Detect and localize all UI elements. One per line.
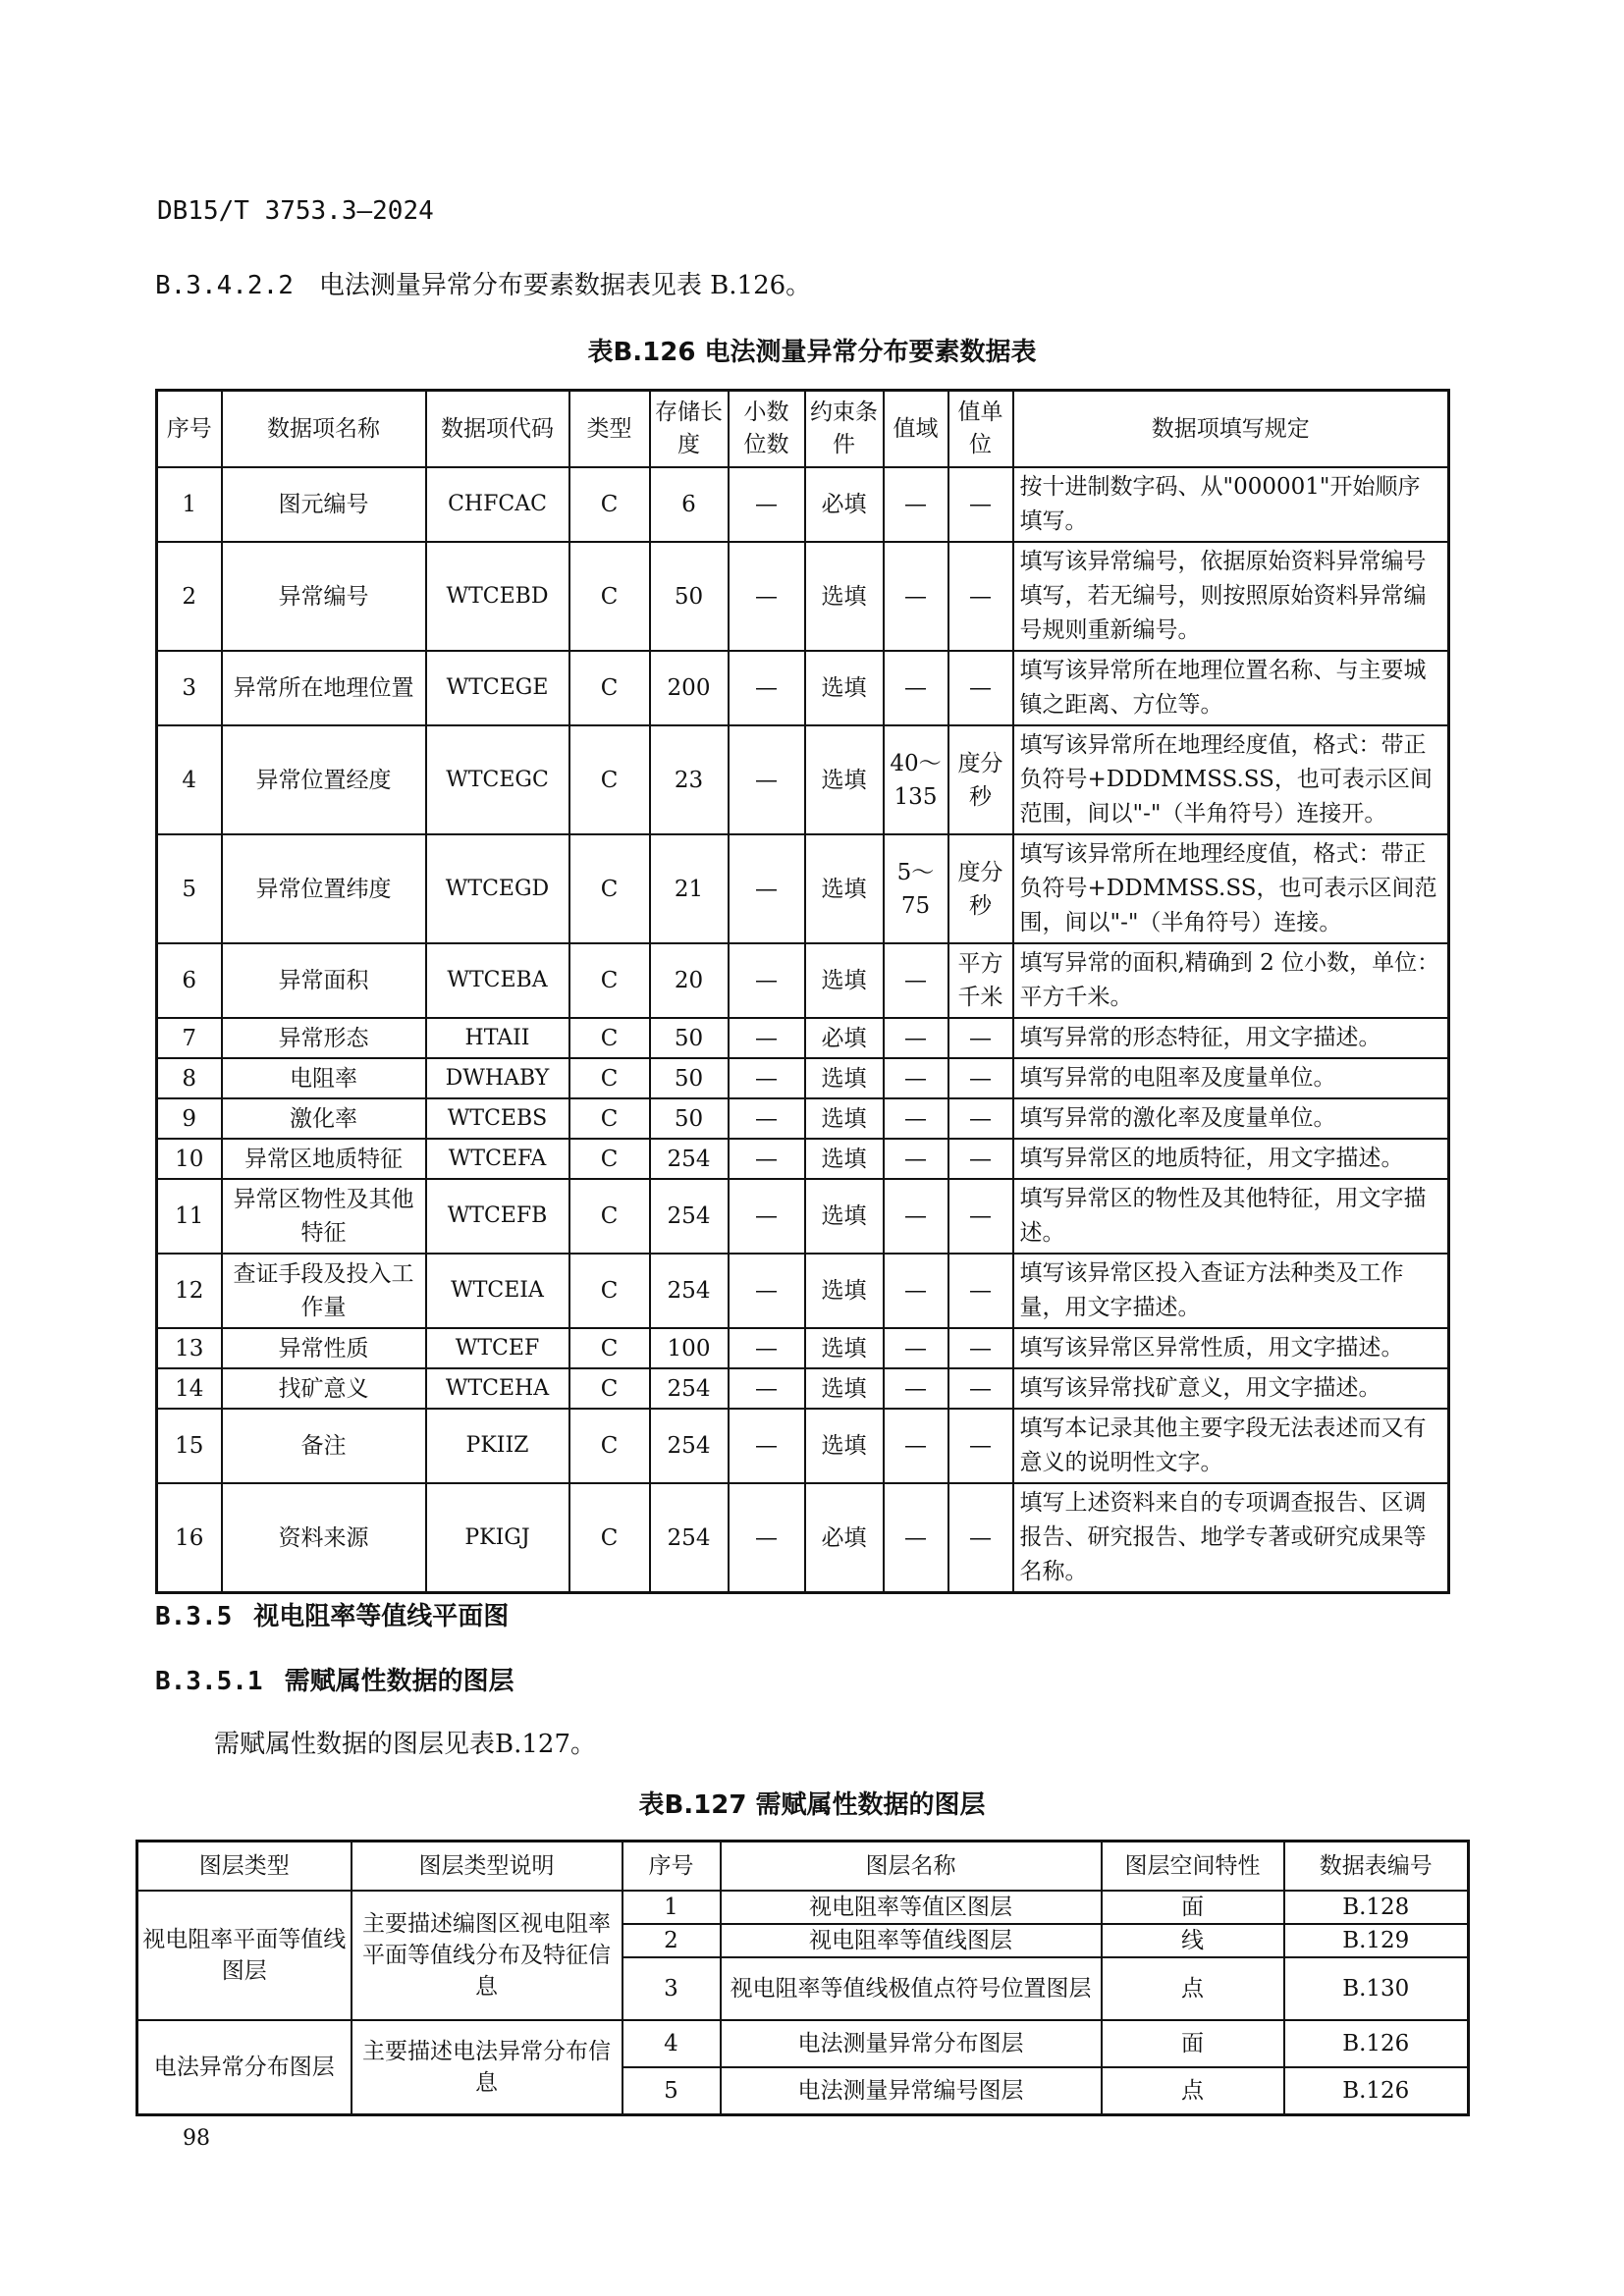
- cell-unit: —: [948, 1483, 1013, 1593]
- cell-name: 异常编号: [222, 542, 426, 651]
- cell-name: 异常性质: [222, 1328, 426, 1368]
- cell-rule: 填写该异常编号，依据原始资料异常编号填写，若无编号，则按照原始资料异常编号规则重新编号。: [1013, 542, 1449, 651]
- cell-layer-name: 视电阻率等值区图层: [721, 1891, 1102, 1924]
- cell-constraint: 必填: [805, 467, 884, 542]
- cell-rule: 填写上述资料来自的专项调查报告、区调报告、研究报告、地学专著或研究成果等名称。: [1013, 1483, 1449, 1593]
- cell-rule: 填写该异常区投入查证方法种类及工作量，用文字描述。: [1013, 1254, 1449, 1328]
- cell-type: C: [569, 1179, 650, 1254]
- clause-text: 电法测量异常分布要素数据表见表 B.126。: [318, 271, 812, 300]
- cell-spatial: 线: [1102, 1924, 1284, 1957]
- cell-layer-name: 视电阻率等值线极值点符号位置图层: [721, 1957, 1102, 2020]
- cell-unit: —: [948, 1018, 1013, 1058]
- section-title: 视电阻率等值线平面图: [253, 1602, 510, 1631]
- table-row: [137, 1891, 1469, 1924]
- cell-code: WTCEGE: [426, 651, 569, 725]
- cell-rule: 填写异常区的物性及其他特征，用文字描述。: [1013, 1179, 1449, 1254]
- cell-type: C: [569, 725, 650, 834]
- col-header-domain: 值域: [884, 391, 948, 468]
- cell-decimals: —: [729, 1254, 805, 1328]
- cell-type: C: [569, 1254, 650, 1328]
- col-header-spatial: 图层空间特性: [1102, 1842, 1284, 1892]
- cell-domain: —: [884, 1179, 948, 1254]
- cell-domain: —: [884, 1409, 948, 1483]
- cell-rule: 填写该异常区异常性质，用文字描述。: [1013, 1328, 1449, 1368]
- col-header-layer-desc: 图层类型说明: [352, 1842, 623, 1892]
- cell-name: 备注: [222, 1409, 426, 1483]
- cell-length: 50: [650, 1098, 729, 1139]
- table-row: [157, 834, 1449, 943]
- cell-unit: —: [948, 1409, 1013, 1483]
- cell-table-no: B.126: [1284, 2020, 1469, 2067]
- table-row: [157, 1058, 1449, 1098]
- cell-constraint: 选填: [805, 725, 884, 834]
- col-header-name: 数据项名称: [222, 391, 426, 468]
- cell-name: 异常区物性及其他特征: [222, 1179, 426, 1254]
- cell-layer-desc: 主要描述编图区视电阻率平面等值线分布及特征信息: [352, 1891, 623, 2020]
- cell-type: C: [569, 1483, 650, 1593]
- cell-code: WTCEBD: [426, 542, 569, 651]
- cell-name: 找矿意义: [222, 1368, 426, 1409]
- cell-domain: —: [884, 1328, 948, 1368]
- col-header-rule: 数据项填写规定: [1013, 391, 1449, 468]
- cell-decimals: —: [729, 1409, 805, 1483]
- section-b35: [155, 1596, 509, 1632]
- cell-rule: 填写该异常所在地理经度值，格式：带正负符号+DDMMSS.SS，也可表示区间范围，间以"-"（半角符号）连接。: [1013, 834, 1449, 943]
- cell-constraint: 选填: [805, 834, 884, 943]
- cell-type: C: [569, 1058, 650, 1098]
- cell-length: 23: [650, 725, 729, 834]
- cell-constraint: 选填: [805, 651, 884, 725]
- section-number: B.3.5.1: [155, 1667, 263, 1696]
- cell-constraint: 选填: [805, 1139, 884, 1179]
- table-row: [137, 2020, 1469, 2067]
- cell-table-no: B.129: [1284, 1924, 1469, 1957]
- cell-code: WTCEIA: [426, 1254, 569, 1328]
- cell-domain: —: [884, 1368, 948, 1409]
- cell-domain: —: [884, 1254, 948, 1328]
- cell-decimals: —: [729, 1179, 805, 1254]
- cell-name: 激化率: [222, 1098, 426, 1139]
- cell-layer-desc: 主要描述电法异常分布信息: [352, 2020, 623, 2114]
- col-header-type: 类型: [569, 391, 650, 468]
- cell-code: WTCEF: [426, 1328, 569, 1368]
- cell-layer-name: 视电阻率等值线图层: [721, 1924, 1102, 1957]
- cell-length: 100: [650, 1328, 729, 1368]
- cell-spatial: 点: [1102, 2067, 1284, 2114]
- cell-code: DWHABY: [426, 1058, 569, 1098]
- cell-name: 电阻率: [222, 1058, 426, 1098]
- cell-length: 254: [650, 1483, 729, 1593]
- cell-name: 异常面积: [222, 943, 426, 1018]
- cell-index: 4: [157, 725, 222, 834]
- table-row: [157, 1409, 1449, 1483]
- cell-type: C: [569, 1139, 650, 1179]
- cell-unit: —: [948, 1368, 1013, 1409]
- cell-length: 254: [650, 1179, 729, 1254]
- cell-decimals: —: [729, 1058, 805, 1098]
- table-126-title: 表B.126 电法测量异常分布要素数据表: [587, 338, 1037, 367]
- cell-length: 50: [650, 542, 729, 651]
- cell-decimals: —: [729, 1328, 805, 1368]
- cell-name: 查证手段及投入工作量: [222, 1254, 426, 1328]
- cell-decimals: —: [729, 1139, 805, 1179]
- standard-number: DB15/T 3753.3—2024: [157, 196, 434, 226]
- cell-domain: —: [884, 1098, 948, 1139]
- cell-length: 254: [650, 1409, 729, 1483]
- cell-decimals: —: [729, 1368, 805, 1409]
- cell-constraint: 选填: [805, 542, 884, 651]
- section-title: 需赋属性数据的图层: [284, 1667, 514, 1696]
- cell-rule: 填写该异常找矿意义，用文字描述。: [1013, 1368, 1449, 1409]
- cell-index: 13: [157, 1328, 222, 1368]
- cell-type: C: [569, 542, 650, 651]
- cell-rule: 填写本记录其他主要字段无法表述而又有意义的说明性文字。: [1013, 1409, 1449, 1483]
- cell-code: WTCEBA: [426, 943, 569, 1018]
- col-header-index: 序号: [623, 1842, 721, 1892]
- cell-unit: —: [948, 1139, 1013, 1179]
- cell-layer-name: 电法测量异常编号图层: [721, 2067, 1102, 2114]
- cell-length: 254: [650, 1139, 729, 1179]
- cell-unit: —: [948, 542, 1013, 651]
- table-row: [157, 1018, 1449, 1058]
- cell-index: 14: [157, 1368, 222, 1409]
- cell-rule: 填写异常的激化率及度量单位。: [1013, 1098, 1449, 1139]
- cell-decimals: —: [729, 1018, 805, 1058]
- table-row: [157, 542, 1449, 651]
- cell-rule: 按十进制数字码、从"000001"开始顺序填写。: [1013, 467, 1449, 542]
- paragraph-b351: 需赋属性数据的图层见表B.127。: [214, 1730, 596, 1759]
- cell-spatial: 点: [1102, 1957, 1284, 2020]
- cell-layer-name: 电法测量异常分布图层: [721, 2020, 1102, 2067]
- cell-index: 10: [157, 1139, 222, 1179]
- cell-index: 2: [623, 1924, 721, 1957]
- cell-code: WTCEFA: [426, 1139, 569, 1179]
- cell-unit: —: [948, 1098, 1013, 1139]
- cell-code: WTCEGC: [426, 725, 569, 834]
- cell-spatial: 面: [1102, 1891, 1284, 1924]
- cell-domain: —: [884, 943, 948, 1018]
- cell-code: CHFCAC: [426, 467, 569, 542]
- cell-rule: 填写该异常所在地理位置名称、与主要城镇之距离、方位等。: [1013, 651, 1449, 725]
- cell-table-no: B.126: [1284, 2067, 1469, 2114]
- cell-name: 异常位置纬度: [222, 834, 426, 943]
- cell-type: C: [569, 467, 650, 542]
- cell-rule: 填写异常的电阻率及度量单位。: [1013, 1058, 1449, 1098]
- table-row: [157, 1483, 1449, 1593]
- table-127: [135, 1840, 1470, 2116]
- cell-decimals: —: [729, 834, 805, 943]
- cell-constraint: 选填: [805, 1098, 884, 1139]
- cell-rule: 填写异常区的地质特征，用文字描述。: [1013, 1139, 1449, 1179]
- cell-length: 21: [650, 834, 729, 943]
- cell-unit: 平方千米: [948, 943, 1013, 1018]
- cell-name: 异常区地质特征: [222, 1139, 426, 1179]
- cell-type: C: [569, 943, 650, 1018]
- table-row: [157, 1179, 1449, 1254]
- table-127-title: 表B.127 需赋属性数据的图层: [638, 1790, 986, 1820]
- cell-constraint: 选填: [805, 1179, 884, 1254]
- cell-code: PKIIZ: [426, 1409, 569, 1483]
- col-header-constraint: 约束条件: [805, 391, 884, 468]
- cell-constraint: 选填: [805, 1058, 884, 1098]
- cell-layer-type: 视电阻率平面等值线图层: [137, 1891, 352, 2020]
- table-row: [157, 1328, 1449, 1368]
- col-header-index: 序号: [157, 391, 222, 468]
- cell-spatial: 面: [1102, 2020, 1284, 2067]
- table-127-header-row: [137, 1842, 1469, 1892]
- cell-code: WTCEFB: [426, 1179, 569, 1254]
- cell-length: 254: [650, 1368, 729, 1409]
- table-row: [157, 1368, 1449, 1409]
- cell-domain: —: [884, 1018, 948, 1058]
- col-header-table-no: 数据表编号: [1284, 1842, 1469, 1892]
- cell-name: 异常所在地理位置: [222, 651, 426, 725]
- clause-b3422: [155, 265, 811, 301]
- cell-constraint: 必填: [805, 1018, 884, 1058]
- cell-domain: —: [884, 1058, 948, 1098]
- cell-type: C: [569, 834, 650, 943]
- cell-unit: 度分秒: [948, 725, 1013, 834]
- cell-table-no: B.128: [1284, 1891, 1469, 1924]
- table-row: [157, 651, 1449, 725]
- col-header-code: 数据项代码: [426, 391, 569, 468]
- cell-index: 11: [157, 1179, 222, 1254]
- table-row: [157, 1098, 1449, 1139]
- cell-name: 异常形态: [222, 1018, 426, 1058]
- cell-index: 5: [157, 834, 222, 943]
- cell-unit: —: [948, 467, 1013, 542]
- cell-decimals: —: [729, 542, 805, 651]
- cell-code: PKIGJ: [426, 1483, 569, 1593]
- cell-constraint: 必填: [805, 1483, 884, 1593]
- cell-unit: —: [948, 651, 1013, 725]
- cell-constraint: 选填: [805, 1368, 884, 1409]
- cell-unit: —: [948, 1058, 1013, 1098]
- cell-code: WTCEHA: [426, 1368, 569, 1409]
- cell-index: 3: [623, 1957, 721, 2020]
- cell-constraint: 选填: [805, 1254, 884, 1328]
- section-number: B.3.5: [155, 1602, 233, 1631]
- cell-type: C: [569, 1368, 650, 1409]
- col-header-decimals: 小数位数: [729, 391, 805, 468]
- cell-length: 50: [650, 1018, 729, 1058]
- cell-domain: —: [884, 1139, 948, 1179]
- cell-unit: —: [948, 1179, 1013, 1254]
- cell-type: C: [569, 1409, 650, 1483]
- cell-index: 8: [157, 1058, 222, 1098]
- cell-type: C: [569, 1098, 650, 1139]
- cell-index: 1: [623, 1891, 721, 1924]
- cell-domain: —: [884, 542, 948, 651]
- cell-unit: —: [948, 1328, 1013, 1368]
- cell-decimals: —: [729, 467, 805, 542]
- col-header-length: 存储长度: [650, 391, 729, 468]
- cell-index: 2: [157, 542, 222, 651]
- cell-layer-type: 电法异常分布图层: [137, 2020, 352, 2114]
- cell-index: 3: [157, 651, 222, 725]
- cell-length: 20: [650, 943, 729, 1018]
- table-row: [157, 725, 1449, 834]
- cell-table-no: B.130: [1284, 1957, 1469, 2020]
- cell-decimals: —: [729, 651, 805, 725]
- table-126-header-row: [157, 391, 1449, 468]
- cell-code: WTCEGD: [426, 834, 569, 943]
- cell-name: 资料来源: [222, 1483, 426, 1593]
- cell-domain: —: [884, 651, 948, 725]
- clause-number: B.3.4.2.2: [155, 271, 294, 300]
- cell-domain: —: [884, 1483, 948, 1593]
- cell-unit: 度分秒: [948, 834, 1013, 943]
- table-row: [157, 1139, 1449, 1179]
- table-126: [155, 389, 1450, 1594]
- cell-index: 16: [157, 1483, 222, 1593]
- page-number: 98: [183, 2126, 210, 2151]
- cell-index: 4: [623, 2020, 721, 2067]
- cell-length: 6: [650, 467, 729, 542]
- section-b351: [155, 1661, 514, 1697]
- table-row: [157, 467, 1449, 542]
- col-header-layer-name: 图层名称: [721, 1842, 1102, 1892]
- cell-constraint: 选填: [805, 943, 884, 1018]
- cell-index: 7: [157, 1018, 222, 1058]
- cell-index: 15: [157, 1409, 222, 1483]
- cell-decimals: —: [729, 943, 805, 1018]
- cell-decimals: —: [729, 1098, 805, 1139]
- cell-index: 5: [623, 2067, 721, 2114]
- table-row: [157, 943, 1449, 1018]
- cell-length: 50: [650, 1058, 729, 1098]
- cell-rule: 填写异常的形态特征，用文字描述。: [1013, 1018, 1449, 1058]
- cell-index: 6: [157, 943, 222, 1018]
- cell-constraint: 选填: [805, 1409, 884, 1483]
- cell-domain: 40～135: [884, 725, 948, 834]
- cell-name: 图元编号: [222, 467, 426, 542]
- col-header-unit: 值单位: [948, 391, 1013, 468]
- cell-type: C: [569, 1328, 650, 1368]
- cell-index: 9: [157, 1098, 222, 1139]
- cell-type: C: [569, 651, 650, 725]
- cell-index: 12: [157, 1254, 222, 1328]
- cell-code: HTAII: [426, 1018, 569, 1058]
- cell-code: WTCEBS: [426, 1098, 569, 1139]
- cell-domain: —: [884, 467, 948, 542]
- cell-decimals: —: [729, 1483, 805, 1593]
- cell-unit: —: [948, 1254, 1013, 1328]
- col-header-layer-type: 图层类型: [137, 1842, 352, 1892]
- table-row: [157, 1254, 1449, 1328]
- cell-decimals: —: [729, 725, 805, 834]
- cell-rule: 填写该异常所在地理经度值，格式：带正负符号+DDDMMSS.SS，也可表示区间范围，间以"-"（半角符号）连接开。: [1013, 725, 1449, 834]
- cell-type: C: [569, 1018, 650, 1058]
- cell-rule: 填写异常的面积,精确到 2 位小数，单位：平方千米。: [1013, 943, 1449, 1018]
- cell-index: 1: [157, 467, 222, 542]
- cell-length: 200: [650, 651, 729, 725]
- cell-domain: 5～75: [884, 834, 948, 943]
- cell-name: 异常位置经度: [222, 725, 426, 834]
- cell-length: 254: [650, 1254, 729, 1328]
- cell-constraint: 选填: [805, 1328, 884, 1368]
